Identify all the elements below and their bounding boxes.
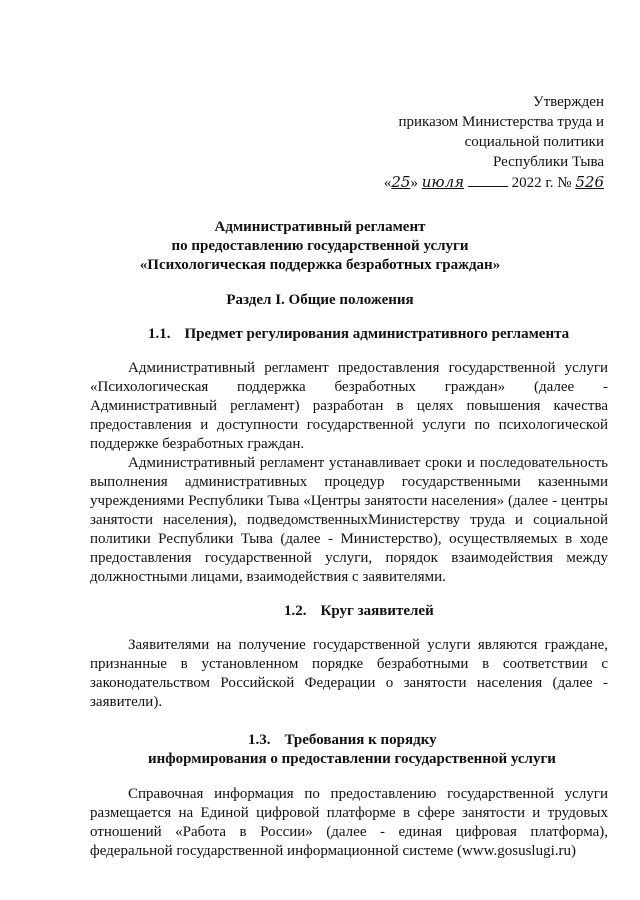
quote-open: «: [383, 175, 392, 191]
subsection-number: 1.1.: [148, 326, 171, 342]
subsection-1-1-heading: [148, 325, 569, 344]
subsection-1-3-heading-line-2: информирования о предоставлении государственной услуги: [148, 751, 556, 767]
subsection-number: 1.3.: [248, 732, 271, 748]
quote-close: »: [410, 175, 418, 191]
title-line-3: «Психологическая поддержка безработных граждан»: [139, 257, 501, 273]
approval-line-2: приказом Министерства труда и: [398, 114, 604, 130]
subsection-1-2-heading: [284, 602, 434, 621]
paragraph-1-1-a: Административный регламент предоставления государственной услуги «Психологическая поддержка безработных граждан» (далее - Административный регламент) разработан в целях повышения качества предоставления и доступности государственной услуги по психологической поддержке безработных граждан.: [90, 360, 608, 452]
approval-line-1: Утвержден: [532, 94, 604, 110]
paragraph-1-2: Заявителями на получение государственной услуги являются граждане, признанные в установленном порядке безработными в соответствии с законодательством Российской Федерации о занятости населения (далее - заявители).: [90, 637, 608, 710]
subsection-title: Требования к порядку: [284, 732, 437, 748]
date-underline: [468, 174, 508, 187]
year-text: 2022 г. №: [511, 175, 572, 191]
title-line-2: по предоставлению государственной услуги: [171, 238, 469, 254]
section-1-heading: Раздел I. Общие положения: [226, 292, 414, 308]
subsection-number: 1.2.: [284, 603, 307, 619]
subsection-title: Круг заявителей: [320, 603, 434, 619]
subsection-title: Предмет регулирования административного регламента: [184, 326, 570, 342]
approval-line-3: социальной политики: [464, 134, 604, 150]
document-title: [0, 218, 640, 275]
paragraph-1-3: Справочная информация по предоставлению государственной услуги размещается на Единой цифровой платформе в сфере занятости и трудовых отношений «Работа в России» (далее - единая цифровая платформа), федеральной государственной информационной системе (www.gosuslugi.ru): [90, 786, 608, 859]
approval-date-line: [384, 172, 604, 193]
paragraph-1-1-b: Административный регламент устанавливает сроки и последовательность выполнения административных процедур государственными казенными учреждениями Республики Тыва «Центры занятости населения» (далее - центры занятости населения), подведомственныхМинистерству труда и социальной политики Республики Тыва (далее - Министерство), осуществляемых в ходе предоставления государственной услуги, порядок взаимодействия между должностными лицами, взаимодействия с заявителями.: [90, 455, 608, 585]
title-line-1: Административный регламент: [214, 219, 426, 235]
approval-block: [384, 92, 604, 193]
handwritten-number: 526: [575, 173, 604, 191]
handwritten-day: 25: [391, 173, 411, 191]
handwritten-month: июля: [421, 173, 465, 191]
approval-line-4: Республики Тыва: [492, 154, 604, 170]
subsection-1-3-heading-line-1: [248, 731, 437, 750]
